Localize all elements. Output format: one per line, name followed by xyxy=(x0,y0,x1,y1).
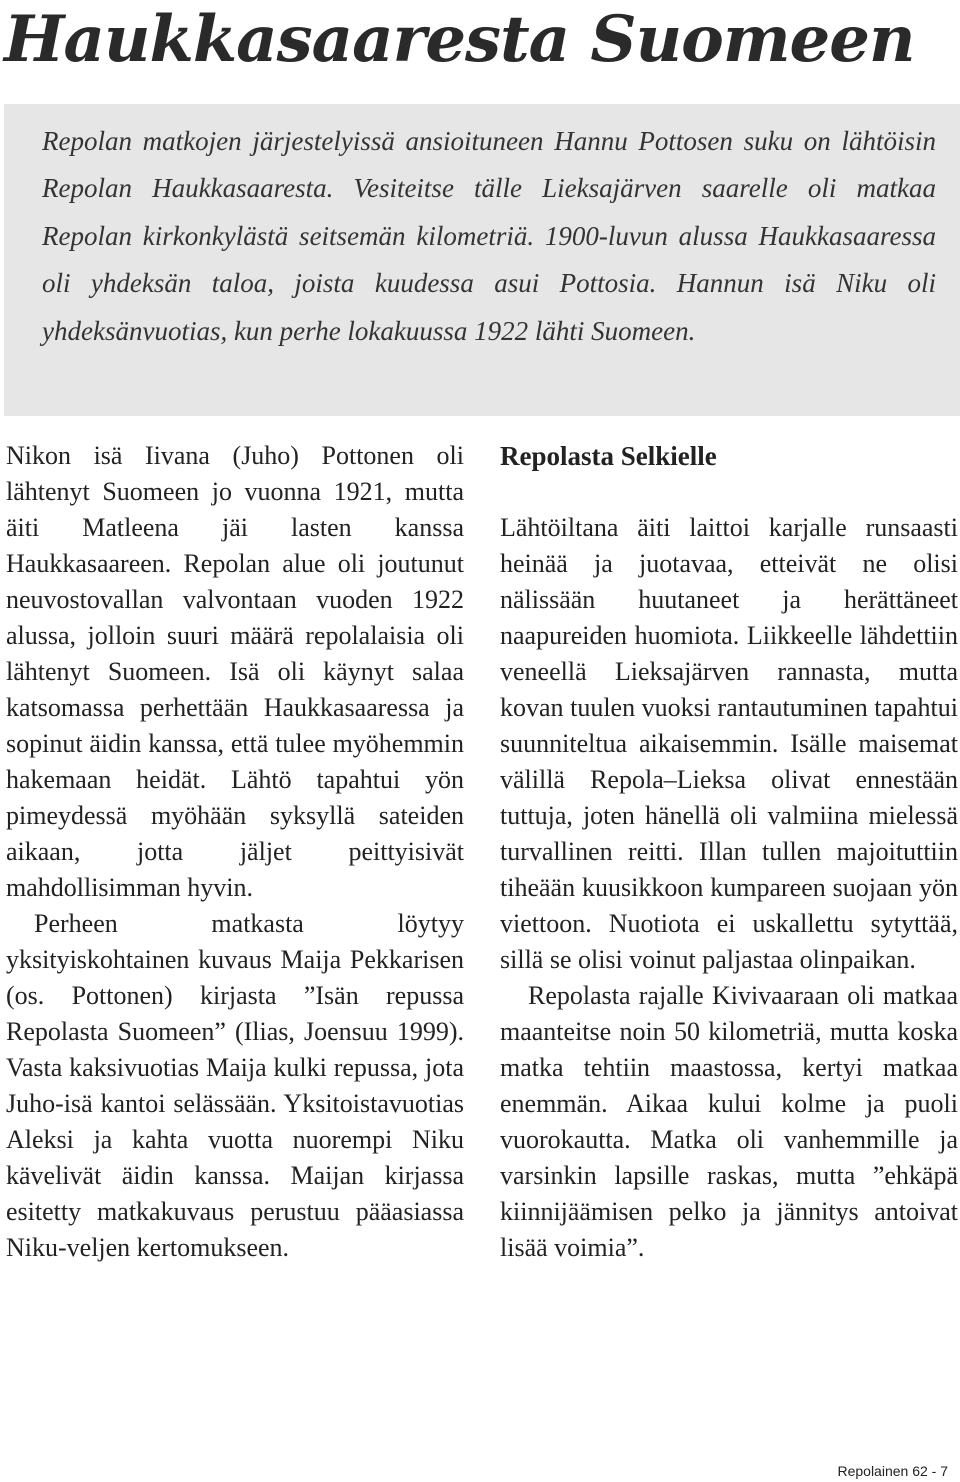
left-paragraph-1: Nikon isä Iivana (Juho) Pottonen oli lähtenyt Suomeen jo vuonna 1921, mutta äiti Matleena jäi lasten kanssa Haukkasaareen. Repolan alue oli joutunut neuvostovallan valvontaan vuoden 1922 alussa, jolloin suuri määrä repolalaisia oli lähtenyt Suomeen. Isä oli käynyt salaa katsomassa perhettään Haukkasaaressa ja sopinut äidin kanssa, että tulee myöhemmin hakemaan heidät. Lähtö tapahtui yön pimeydessä myöhään syksyllä sateiden aikaan, jotta jäljet peittyisivät mahdollisimman hyvin. xyxy=(6,441,464,902)
intro-text: Repolan matkojen järjestelyissä ansioituneen Hannu Pottosen suku on lähtöisin Repolan Haukkasaaresta. Vesiteitse tälle Lieksajärven saarelle oli matkaa Repolan kirkonkylästä seitsemän kilometriä. 1900-luvun alussa Haukkasaaressa oli yhdeksän taloa, joista kuudessa asui Pottosia. Hannun isä Niku oli yhdeksänvuotias, kun perhe lokakuussa 1922 lähti Suomeen. xyxy=(42,126,936,346)
page-footer: Repolainen 62 - 7 xyxy=(837,1463,948,1479)
section-subheading: Repolasta Selkielle xyxy=(500,441,717,471)
right-column xyxy=(500,438,958,1266)
intro-box xyxy=(4,104,960,416)
right-paragraph-1: Lähtöiltana äiti laittoi karjalle runsaasti heinää ja juotavaa, etteivät ne olisi nälissään huutaneet ja herättäneet naapureiden huomiota. Liikkeelle lähdettiin veneellä Lieksajärven rannasta, mutta kovan tuulen vuoksi rantautuminen tapahtui suunniteltua aikaisemmin. Isälle maisemat välillä Repola–Lieksa olivat ennestään tuttuja, joten hänellä oli valmiina mielessä turvallinen reitti. Illan tullen majoituttiin tiheään kuusikkoon kumpareen suojaan yön viettoon. Nuotiota ei uskallettu sytyttää, sillä se olisi voinut paljastaa olinpaikan. xyxy=(500,513,958,974)
article-title: Haukkasaaresta Suomeen xyxy=(4,2,915,77)
left-column xyxy=(6,438,464,1266)
right-paragraph-2: Repolasta rajalle Kivivaaraan oli matkaa maanteitse noin 50 kilometriä, mutta koska matka tehtiin maastossa, kertyi matkaa enemmän. Aikaa kului kolme ja puoli vuorokautta. Matka oli vanhemmille ja varsinkin lapsille raskas, mutta ”ehkäpä kiinnijäämisen pelko ja jännitys antoivat lisää voimia”. xyxy=(500,981,958,1262)
left-paragraph-2: Perheen matkasta löytyy yksityiskohtainen kuvaus Maija Pekkarisen (os. Pottonen) kirjasta ”Isän repussa Repolasta Suomeen” (Ilias, Joensuu 1999). Vasta kaksivuotias Maija kulki repussa, jota Juho-isä kantoi selässään. Yksitoistavuotias Aleksi ja kahta vuotta nuorempi Niku kävelivät äidin kanssa. Maijan kirjassa esitetty matkakuvaus perustuu pääasiassa Niku-veljen kertomukseen. xyxy=(6,909,464,1262)
